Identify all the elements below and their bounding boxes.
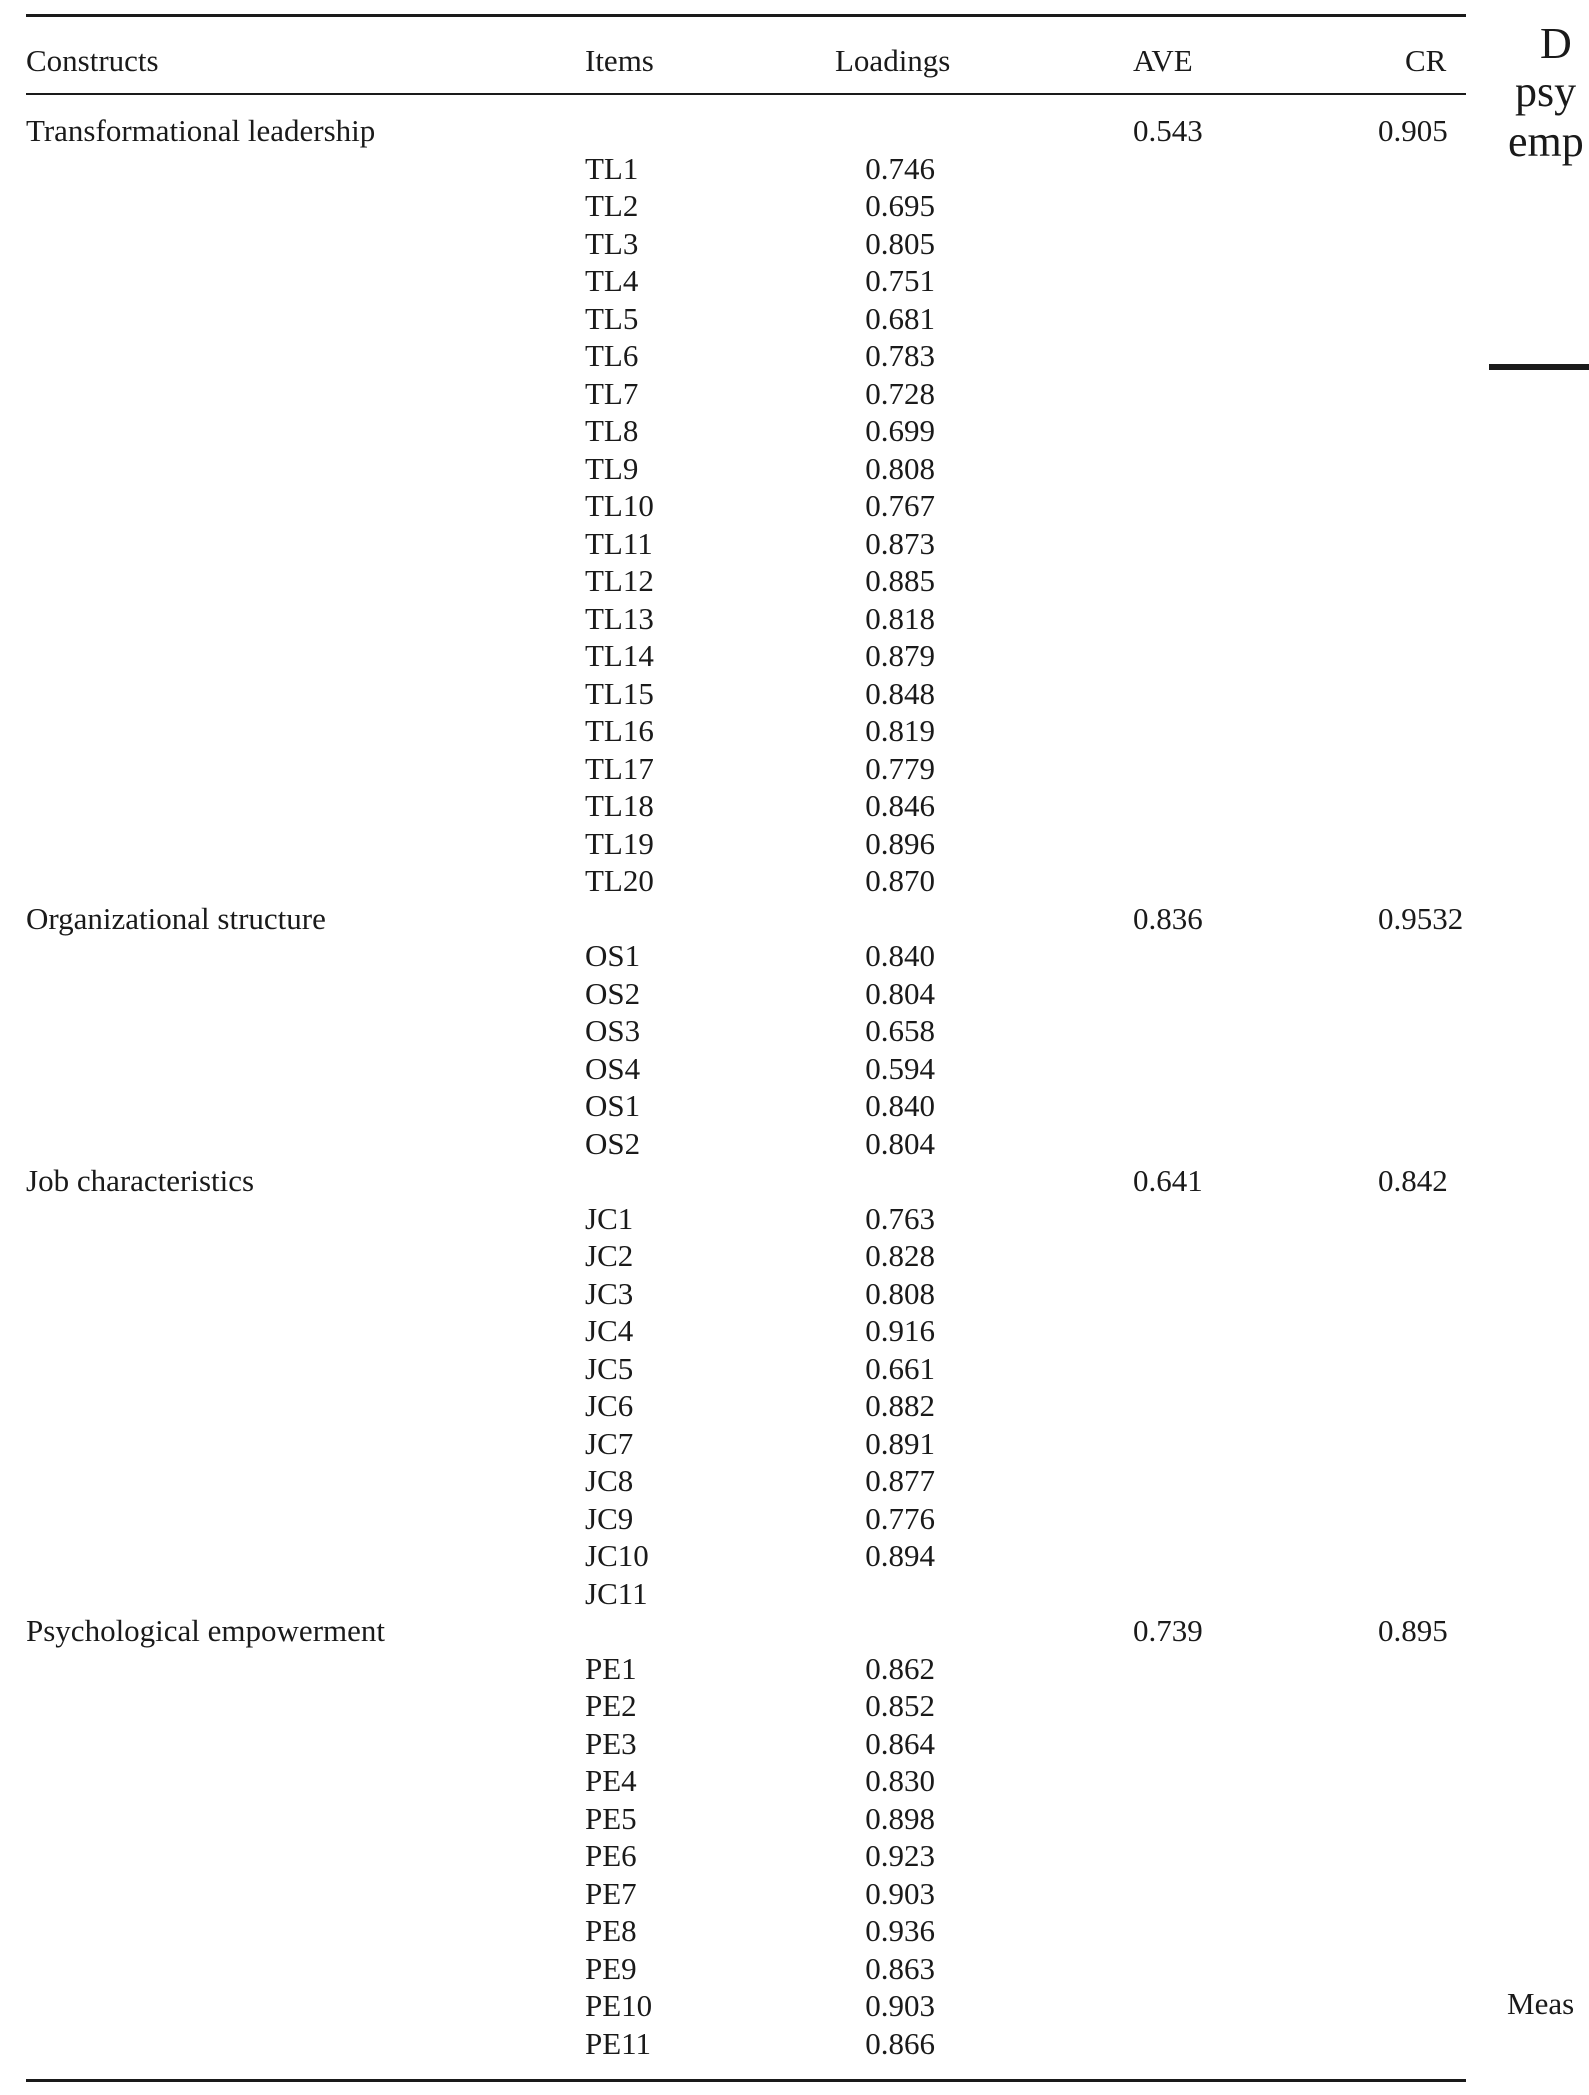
cell-loading: 0.681 bbox=[865, 300, 935, 336]
cell-ave: 0.836 bbox=[1133, 900, 1203, 936]
cell-loading: 0.661 bbox=[865, 1350, 935, 1386]
cell-loading: 0.828 bbox=[865, 1238, 935, 1273]
cell-loading: 0.776 bbox=[865, 1500, 935, 1536]
table-row bbox=[0, 1575, 1470, 1613]
cell-loading: 0.877 bbox=[865, 1463, 935, 1498]
cell-construct: Psychological empowerment bbox=[26, 1613, 385, 1648]
cell-item: JC11 bbox=[585, 1575, 648, 1611]
margin-title-line-3: emp bbox=[1508, 117, 1584, 166]
cell-item: TL5 bbox=[585, 300, 639, 336]
cell-construct: Job characteristics bbox=[26, 1163, 255, 1198]
cell-item: JC6 bbox=[585, 1388, 634, 1423]
cell-loading: 0.695 bbox=[865, 188, 935, 223]
cell-item: TL11 bbox=[585, 525, 653, 561]
cell-loading: 0.746 bbox=[865, 150, 935, 186]
cell-item: TL6 bbox=[585, 338, 639, 373]
table-row bbox=[0, 1687, 1470, 1725]
table-bottom-rule bbox=[26, 2079, 1466, 2082]
table-row bbox=[0, 1162, 1470, 1200]
cell-item: TL3 bbox=[585, 225, 639, 261]
cell-item: PE10 bbox=[585, 1988, 653, 2023]
cell-loading: 0.658 bbox=[865, 1013, 935, 1048]
margin-rule bbox=[1489, 364, 1589, 370]
table-row bbox=[0, 1725, 1470, 1763]
table-row bbox=[0, 1987, 1470, 2025]
cell-ave: 0.543 bbox=[1133, 113, 1203, 148]
cell-loading: 0.870 bbox=[865, 863, 935, 898]
cell-item: TL14 bbox=[585, 638, 654, 673]
cell-loading: 0.840 bbox=[865, 938, 935, 973]
table-row bbox=[0, 1912, 1470, 1950]
table-row bbox=[0, 862, 1470, 900]
table-row bbox=[0, 975, 1470, 1013]
cell-item: TL19 bbox=[585, 825, 654, 861]
cell-item: JC1 bbox=[585, 1200, 634, 1236]
table-row bbox=[0, 1950, 1470, 1988]
cell-loading: 0.885 bbox=[865, 563, 935, 598]
cell-item: TL15 bbox=[585, 675, 654, 711]
table-row bbox=[0, 825, 1470, 863]
cell-item: TL20 bbox=[585, 863, 654, 898]
cell-loading: 0.699 bbox=[865, 413, 935, 448]
cell-loading: 0.903 bbox=[865, 1988, 935, 2023]
cell-loading: 0.923 bbox=[865, 1838, 935, 1873]
table-row bbox=[0, 562, 1470, 600]
cell-loading: 0.846 bbox=[865, 788, 935, 823]
cell-loading: 0.916 bbox=[865, 1313, 935, 1348]
cell-item: TL9 bbox=[585, 450, 639, 486]
table-row bbox=[0, 2025, 1470, 2063]
cell-loading: 0.818 bbox=[865, 600, 935, 636]
table-row bbox=[0, 487, 1470, 525]
table-row bbox=[0, 1612, 1470, 1650]
cell-item: PE1 bbox=[585, 1650, 637, 1686]
cell-item: PE5 bbox=[585, 1800, 637, 1836]
table-row bbox=[0, 900, 1470, 938]
cell-loading: 0.873 bbox=[865, 525, 935, 561]
cell-loading: 0.891 bbox=[865, 1425, 935, 1461]
table-row bbox=[0, 712, 1470, 750]
cell-loading: 0.848 bbox=[865, 675, 935, 711]
header-ave: AVE bbox=[1133, 43, 1193, 78]
table-row bbox=[0, 1875, 1470, 1913]
cell-cr: 0.9532 bbox=[1378, 900, 1464, 936]
cell-loading: 0.879 bbox=[865, 638, 935, 673]
cell-loading: 0.728 bbox=[865, 375, 935, 411]
table-row bbox=[0, 1012, 1470, 1050]
cell-item: OS1 bbox=[585, 938, 641, 973]
cell-item: TL13 bbox=[585, 600, 654, 636]
table-row bbox=[0, 787, 1470, 825]
table-row bbox=[0, 1537, 1470, 1575]
table-top-rule bbox=[26, 14, 1466, 17]
table-row bbox=[0, 1650, 1470, 1688]
table-row bbox=[0, 1462, 1470, 1500]
cell-item: PE4 bbox=[585, 1763, 637, 1798]
table-row bbox=[0, 225, 1470, 263]
cell-cr: 0.842 bbox=[1378, 1163, 1448, 1198]
cell-item: PE7 bbox=[585, 1875, 637, 1911]
cell-item: PE6 bbox=[585, 1838, 637, 1873]
table-row bbox=[0, 937, 1470, 975]
cell-loading: 0.898 bbox=[865, 1800, 935, 1836]
cell-item: JC2 bbox=[585, 1238, 634, 1273]
cell-loading: 0.903 bbox=[865, 1875, 935, 1911]
table-row bbox=[0, 750, 1470, 788]
cell-loading: 0.594 bbox=[865, 1050, 935, 1086]
table-caption: Meas bbox=[1507, 1986, 1575, 2021]
table-row bbox=[0, 337, 1470, 375]
cell-item: TL8 bbox=[585, 413, 639, 448]
cell-item: TL2 bbox=[585, 188, 639, 223]
cell-item: PE11 bbox=[585, 2025, 652, 2061]
table-row bbox=[0, 525, 1470, 563]
table-row bbox=[0, 1200, 1470, 1238]
cell-item: TL10 bbox=[585, 488, 654, 523]
cell-item: TL12 bbox=[585, 563, 654, 598]
cell-ave: 0.739 bbox=[1133, 1613, 1203, 1648]
cell-loading: 0.804 bbox=[865, 1125, 935, 1161]
cell-item: JC8 bbox=[585, 1463, 634, 1498]
header-cr: CR bbox=[1405, 43, 1447, 78]
cell-loading: 0.808 bbox=[865, 1275, 935, 1311]
cell-loading: 0.751 bbox=[865, 263, 935, 298]
table-header-rule bbox=[26, 93, 1466, 95]
cell-item: TL16 bbox=[585, 713, 654, 748]
table-row bbox=[0, 1837, 1470, 1875]
cell-loading: 0.863 bbox=[865, 1950, 935, 1986]
cell-ave: 0.641 bbox=[1133, 1163, 1203, 1198]
cell-loading: 0.866 bbox=[865, 2025, 935, 2061]
table-row bbox=[0, 1050, 1470, 1088]
margin-title-line-1: D bbox=[1540, 19, 1572, 68]
table-row bbox=[0, 262, 1470, 300]
cell-loading: 0.779 bbox=[865, 750, 935, 786]
cell-cr: 0.905 bbox=[1378, 113, 1448, 148]
cell-item: JC9 bbox=[585, 1500, 634, 1536]
cell-loading: 0.830 bbox=[865, 1763, 935, 1798]
cell-loading: 0.840 bbox=[865, 1088, 935, 1123]
cell-construct: Transformational leadership bbox=[26, 113, 376, 148]
cell-item: TL1 bbox=[585, 150, 639, 186]
header-items: Items bbox=[585, 43, 654, 78]
table-row bbox=[0, 150, 1470, 188]
cell-item: JC10 bbox=[585, 1538, 649, 1573]
table-row bbox=[0, 1387, 1470, 1425]
cell-loading: 0.819 bbox=[865, 713, 935, 748]
cell-item: JC7 bbox=[585, 1425, 634, 1461]
cell-construct: Organizational structure bbox=[26, 900, 326, 936]
table-row bbox=[0, 600, 1470, 638]
cell-loading: 0.864 bbox=[865, 1725, 935, 1761]
table-row bbox=[0, 300, 1470, 338]
table-row bbox=[0, 1762, 1470, 1800]
cell-cr: 0.895 bbox=[1378, 1613, 1448, 1648]
cell-loading: 0.894 bbox=[865, 1538, 935, 1573]
table-row bbox=[0, 1125, 1470, 1163]
header-loadings: Loadings bbox=[835, 43, 951, 78]
cell-loading: 0.808 bbox=[865, 450, 935, 486]
table-body bbox=[0, 112, 1470, 2062]
margin-title-line-2: psy bbox=[1515, 67, 1577, 116]
cell-item: OS3 bbox=[585, 1013, 641, 1048]
cell-loading: 0.936 bbox=[865, 1913, 935, 1948]
table-row bbox=[0, 1350, 1470, 1388]
cell-loading: 0.763 bbox=[865, 1200, 935, 1236]
cell-item: OS4 bbox=[585, 1050, 641, 1086]
table-row bbox=[0, 1237, 1470, 1275]
cell-loading: 0.804 bbox=[865, 975, 935, 1011]
cell-item: OS2 bbox=[585, 1125, 641, 1161]
cell-item: JC4 bbox=[585, 1313, 634, 1348]
cell-item: PE9 bbox=[585, 1950, 637, 1986]
cell-loading: 0.783 bbox=[865, 338, 935, 373]
cell-item: TL7 bbox=[585, 375, 639, 411]
table-row bbox=[0, 1087, 1470, 1125]
table-row bbox=[0, 1500, 1470, 1538]
cell-loading: 0.882 bbox=[865, 1388, 935, 1423]
cell-item: JC5 bbox=[585, 1350, 634, 1386]
cell-item: OS2 bbox=[585, 975, 641, 1011]
table-row bbox=[0, 675, 1470, 713]
cell-item: PE2 bbox=[585, 1688, 637, 1723]
table-row bbox=[0, 112, 1470, 150]
cell-loading: 0.767 bbox=[865, 488, 935, 523]
table-row bbox=[0, 1275, 1470, 1313]
cell-item: TL18 bbox=[585, 788, 654, 823]
header-constructs: Constructs bbox=[26, 43, 159, 78]
table-row bbox=[0, 1800, 1470, 1838]
cell-item: TL4 bbox=[585, 263, 639, 298]
cell-loading: 0.896 bbox=[865, 825, 935, 861]
cell-item: PE8 bbox=[585, 1913, 637, 1948]
cell-loading: 0.852 bbox=[865, 1688, 935, 1723]
table-row bbox=[0, 1425, 1470, 1463]
cell-item: TL17 bbox=[585, 750, 654, 786]
table-row bbox=[0, 1312, 1470, 1350]
table-row bbox=[0, 412, 1470, 450]
cell-item: JC3 bbox=[585, 1275, 634, 1311]
table-row bbox=[0, 450, 1470, 488]
cell-loading: 0.862 bbox=[865, 1650, 935, 1686]
cell-loading: 0.805 bbox=[865, 225, 935, 261]
table-row bbox=[0, 375, 1470, 413]
cell-item: PE3 bbox=[585, 1725, 637, 1761]
cell-item: OS1 bbox=[585, 1088, 641, 1123]
table-row bbox=[0, 187, 1470, 225]
table-row bbox=[0, 637, 1470, 675]
